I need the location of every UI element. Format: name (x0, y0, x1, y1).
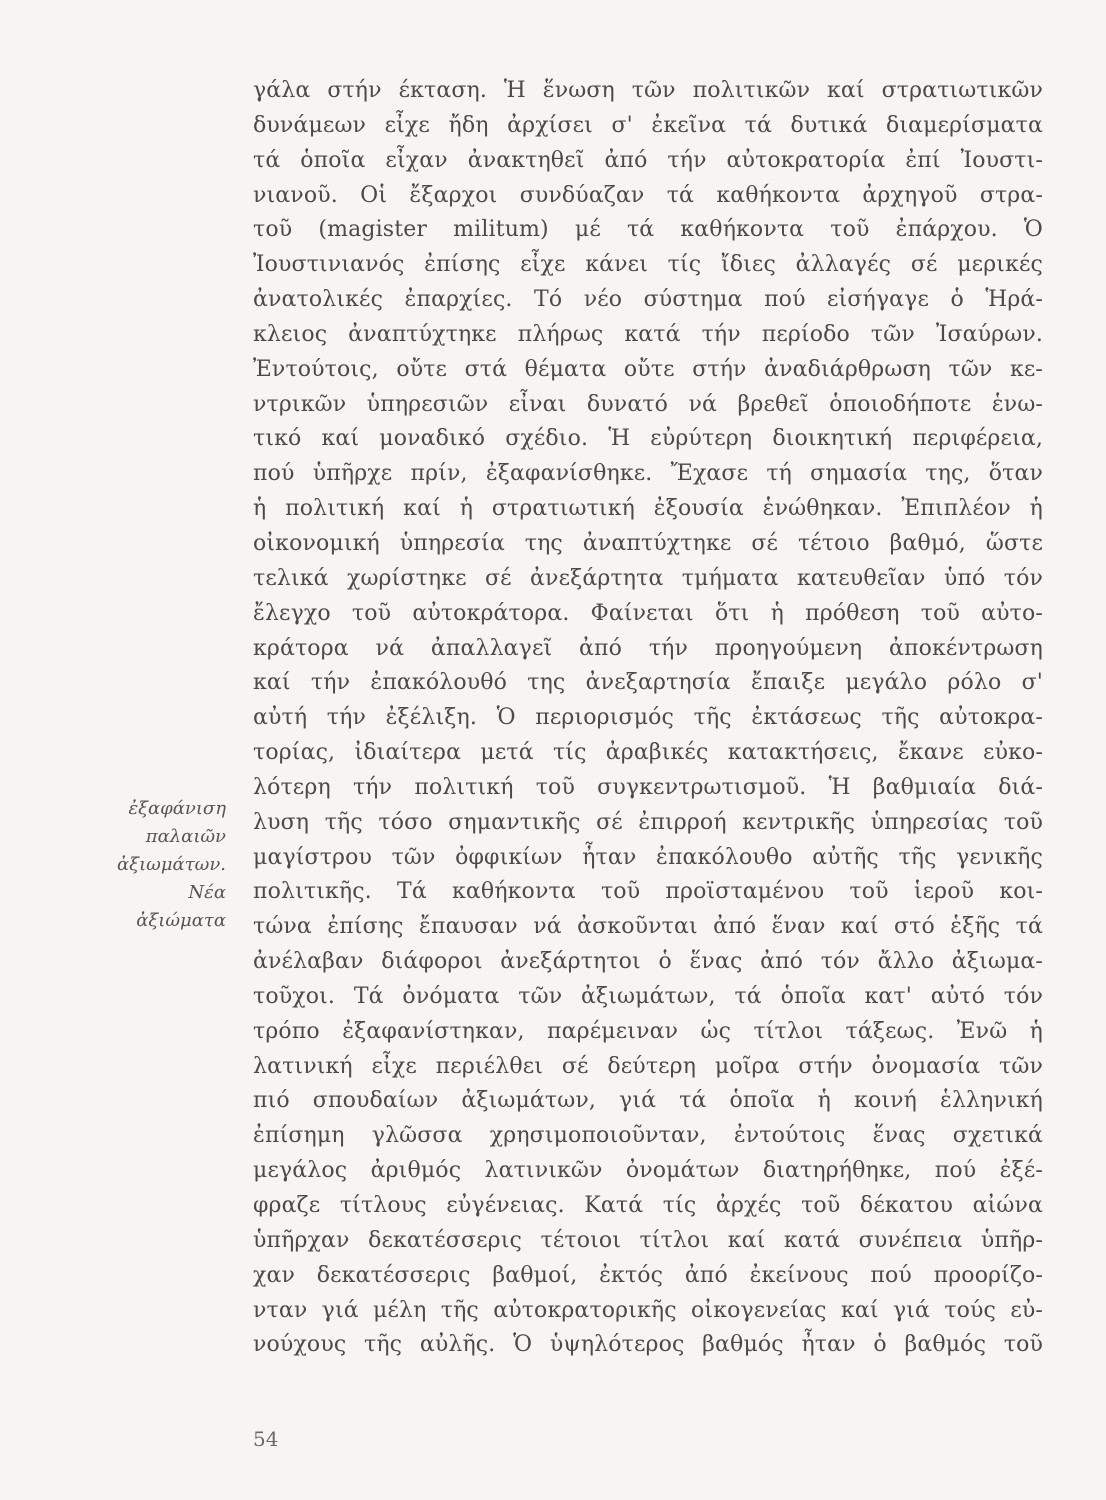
text-line: ἔλεγχο τοῦ αὐτοκράτορα. Φαίνεται ὅτι ἡ πρόθεση τοῦ αὐτο- (253, 600, 1043, 626)
text-line: αὐτή τήν ἐξέλιξη. Ὁ περιορισμός τῆς ἐκτάσεως τῆς αὐτοκρα- (253, 705, 1043, 731)
text-line: καί τήν ἐπακόλουθό της ἀνεξαρτησία ἔπαιξε μεγάλο ρόλο σ' (253, 670, 1043, 696)
margin-note-line: παλαιῶν (145, 826, 226, 847)
text-line: φραζε τίτλους εὐγένειας. Κατά τίς ἀρχές τοῦ δέκατου αἰώνα (253, 1193, 1043, 1218)
text-line: λατινική εἶχε περιέλθει σέ δεύτερη μοῖρα στήν ὀνομασία τῶν (253, 1053, 1043, 1079)
text-line: πιό σπουδαίων ἀξιωμάτων, γιά τά ὁποῖα ἡ κοινή ἑλληνική (253, 1088, 1043, 1114)
page-number: 54 (253, 1427, 279, 1451)
text-line: τά ὁποῖα εἶχαν ἀνακτηθεῖ ἀπό τήν αὐτοκρατορία ἐπί Ἰουστι- (253, 147, 1043, 173)
text-line: Ἐντούτοις, οὔτε στά θέματα οὔτε στήν ἀναδιάρθρωση τῶν κε- (253, 356, 1043, 382)
margin-note-line: ἀξιώματα (136, 910, 226, 931)
text-line: μεγάλος ἀριθμός λατινικῶν ὀνομάτων διατηρήθηκε, πού ἐξέ- (253, 1158, 1043, 1184)
text-line: τώνα ἐπίσης ἔπαυσαν νά ἀσκοῦνται ἀπό ἕναν καί στό ἑξῆς τά (253, 914, 1043, 940)
margin-note-line: ἀξιωμάτων. Νέα (117, 854, 226, 903)
text-line: νταν γιά μέλη τῆς αὐτοκρατορικῆς οἰκογενείας καί γιά τούς εὐ- (253, 1297, 1043, 1323)
text-line: μαγίστρου τῶν ὀφφικίων ἦταν ἐπακόλουθο αὐτῆς τῆς γενικῆς (253, 844, 1043, 870)
text-line: τικό καί μοναδικό σχέδιο. Ἡ εὐρύτερη διοικητική περιφέρεια, (253, 426, 1043, 452)
text-line: πολιτικῆς. Τά καθήκοντα τοῦ προϊσταμένου τοῦ ἱεροῦ κοι- (253, 879, 1043, 905)
text-line: τοῦ (magister militum) μέ τά καθήκοντα τοῦ ἐπάρχου. Ὁ (253, 217, 1043, 243)
body-text (253, 74, 1043, 1363)
text-line: τορίας, ἰδιαίτερα μετά τίς ἀραβικές κατακτήσεις, ἔκανε εὐκο- (253, 740, 1043, 766)
text-line: λότερη τήν πολιτική τοῦ συγκεντρωτισμοῦ. Ἡ βαθμιαία διά- (253, 774, 1043, 800)
text-line: οἰκονομική ὑπηρεσία της ἀναπτύχτηκε σέ τέτοιο βαθμό, ὥστε (253, 530, 1043, 556)
text-line: χαν δεκατέσσερις βαθμοί, ἐκτός ἀπό ἐκείνους πού προορίζο- (253, 1262, 1043, 1288)
text-line: ὑπῆρχαν δεκατέσσερις τέτοιοι τίτλοι καί κατά συνέπεια ὑπῆρ- (253, 1227, 1043, 1253)
text-line: ἐπίσημη γλῶσσα χρησιμοποιοῦνταν, ἐντούτοις ἕνας σχετικά (253, 1123, 1043, 1149)
text-line: νούχους τῆς αὐλῆς. Ὁ ὑψηλότερος βαθμός ἦταν ὁ βαθμός τοῦ (253, 1332, 1043, 1358)
text-line: κλειος ἀναπτύχτηκε πλήρως κατά τήν περίοδο τῶν Ἰσαύρων. (253, 321, 1043, 347)
text-line: ἡ πολιτική καί ἡ στρατιωτική ἐξουσία ἑνώθηκαν. Ἐπιπλέον ἡ (253, 496, 1043, 522)
text-line: ἀνέλαβαν διάφοροι ἀνεξάρτητοι ὁ ἕνας ἀπό τόν ἄλλο ἀξιωμα- (253, 949, 1043, 975)
margin-note (96, 795, 226, 935)
text-line: Ἰουστινιανός ἐπίσης εἶχε κάνει τίς ἴδιες ἀλλαγές σέ μερικές (253, 252, 1043, 278)
text-line: λυση τῆς τόσο σημαντικῆς σέ ἐπιρροή κεντρικῆς ὑπηρεσίας τοῦ (253, 809, 1043, 835)
text-line: ντρικῶν ὑπηρεσιῶν εἶναι δυνατό νά βρεθεῖ ὁποιοδήποτε ἑνω- (253, 391, 1043, 417)
text-line: γάλα στήν έκταση. Ἡ ἕνωση τῶν πολιτικῶν καί στρατιωτικῶν (253, 78, 1043, 103)
text-line: νιανοῦ. Οἱ ἔξαρχοι συνδύαζαν τά καθήκοντα ἀρχηγοῦ στρα- (253, 182, 1043, 208)
text-line: ἀνατολικές ἐπαρχίες. Τό νέο σύστημα πού εἰσήγαγε ὁ Ἡρά- (253, 287, 1043, 313)
text-line: δυνάμεων εἶχε ἤδη ἀρχίσει σ' ἐκεῖνα τά δυτικά διαμερίσματα (253, 112, 1043, 138)
margin-note-line: ἐξαφάνιση (128, 798, 226, 819)
text-line: τοῦχοι. Τά ὀνόματα τῶν ἀξιωμάτων, τά ὁποῖα κατ' αὐτό τόν (253, 983, 1043, 1009)
text-line: τρόπο ἐξαφανίστηκαν, παρέμειναν ὡς τίτλοι τάξεως. Ἐνῶ ἡ (253, 1018, 1043, 1044)
text-line: τελικά χωρίστηκε σέ ἀνεξάρτητα τμήματα κατευθεῖαν ὑπό τόν (253, 565, 1043, 591)
text-line: πού ὑπῆρχε πρίν, ἐξαφανίσθηκε. Ἔχασε τή σημασία της, ὅταν (253, 461, 1043, 487)
text-line: κράτορα νά ἀπαλλαγεῖ ἀπό τήν προηγούμενη ἀποκέντρωση (253, 635, 1043, 661)
